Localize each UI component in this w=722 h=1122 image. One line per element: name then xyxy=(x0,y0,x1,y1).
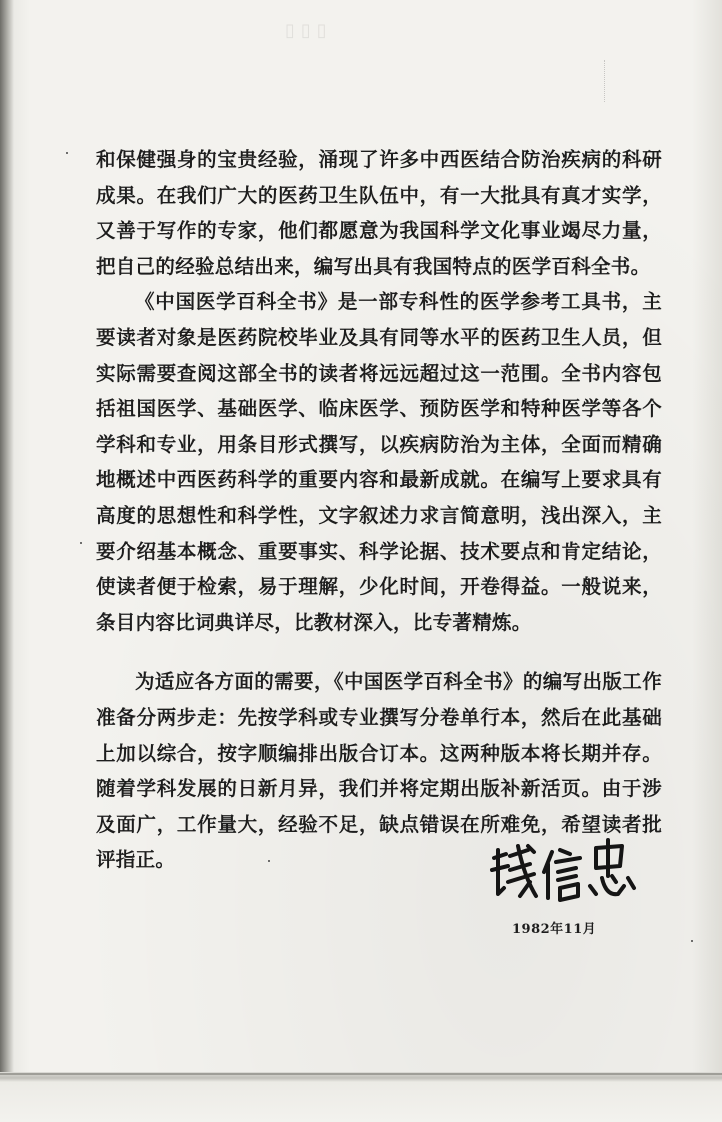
paragraph-1: 和保健强身的宝贵经验，涌现了许多中西医结合防治疾病的科研成果。在我们广大的医药卫生队伍中，有一大批具有真才实学，又善于写作的专家，他们都愿意为我国科学文化事业竭尽力量，把自己的经验总结出来，编写出具有我国特点的医学百科全书。 xyxy=(96,148,662,278)
scan-speck xyxy=(66,152,68,154)
signature-date: 1982年11月 xyxy=(512,922,597,937)
paragraph-2: 《中国医学百科全书》是一部专科性的医学参考工具书，主要读者对象是医药院校毕业及具有同等水平的医药卫生人员，但实际需要查阅这部全书的读者将远远超过这一范围。全书内容包括祖国医学、基础医学、临床医学、预防医学和特种医学等各个学科和专业，用条目形式撰写，以疾病防治为主体，全面而精确地概述中西医药科学的重要内容和最新成就。在编写上要求具有高度的思想性和科学性，文字叙述力求言简意明，浅出深入，主要介绍基本概念、重要事实、科学论据、技术要点和肯定结论，使读者便于检索，易于理解，少化时间，开卷得益。一般说来，条目内容比词典详尽，比教材深入，比专著精炼。 xyxy=(96,290,662,634)
page-binding-shadow xyxy=(0,0,14,1122)
scan-speck xyxy=(691,940,693,942)
bleed-through-mark: ▯▯▯ xyxy=(285,20,333,41)
handwritten-signature xyxy=(484,836,644,906)
page-bottom-edge xyxy=(0,1072,722,1122)
scan-speck xyxy=(80,542,82,544)
page-bottom-line xyxy=(0,1073,722,1075)
preface-body xyxy=(96,142,662,878)
paragraph-3: 为适应各方面的需要，《中国医学百科全书》的编写出版工作准备分两步走：先按学科或专业撰写分卷单行本，然后在此基础上加以综合，按字顺编排出版合订本。这两种版本将长期并存。随着学科发展的日新月异，我们并将定期出版补新活页。由于涉及面广，工作量大，经验不足，缺点错误在所难免，希望读者批评指正。 xyxy=(96,670,662,872)
bleed-through-corner-mark xyxy=(604,60,631,102)
scan-speck xyxy=(268,860,270,862)
